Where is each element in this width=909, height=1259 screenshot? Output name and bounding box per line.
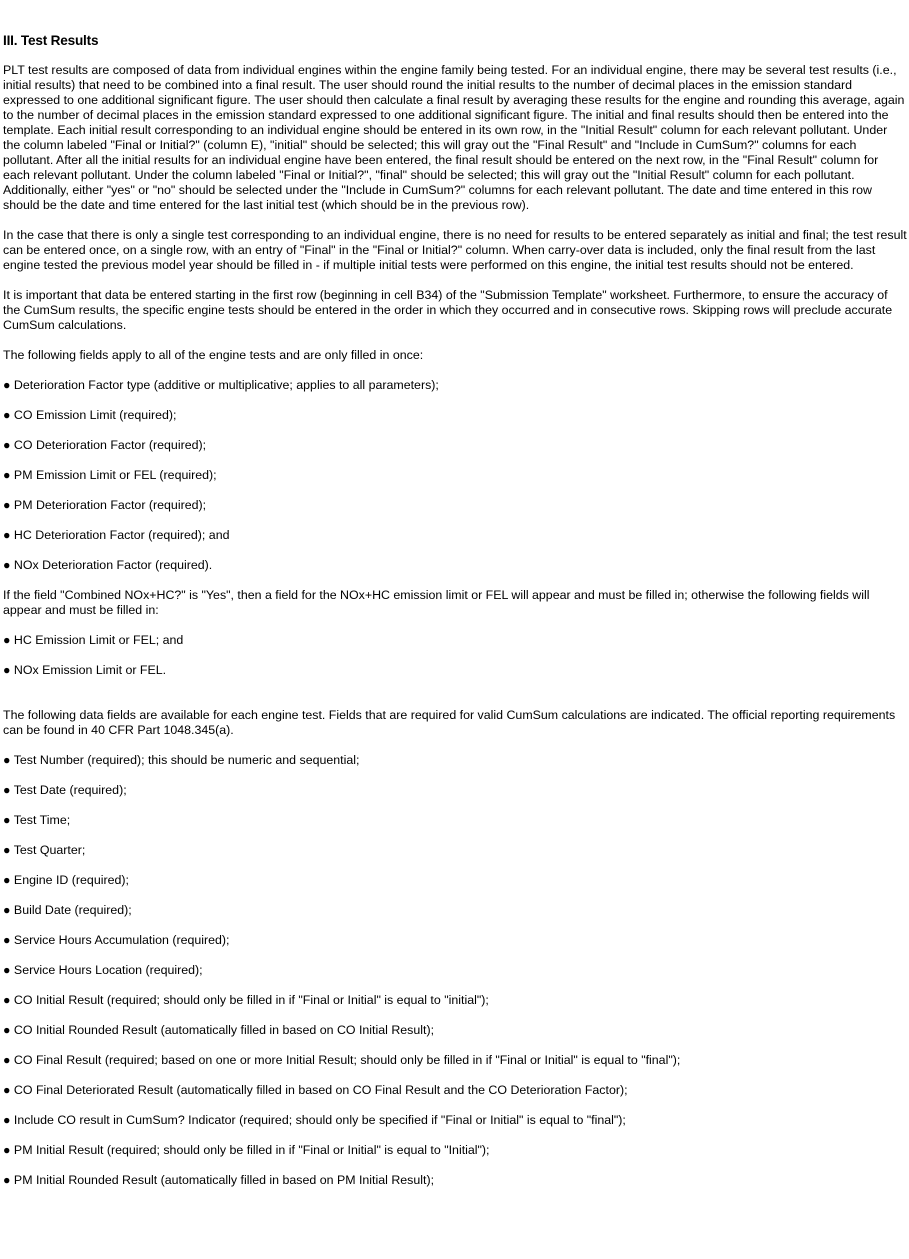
- list-item: ● Include CO result in CumSum? Indicator (required; should only be specified if "Final or Initial" is equal to "final");: [3, 1113, 626, 1127]
- list-item: ● CO Final Deteriorated Result (automatically filled in based on CO Final Result and the CO Deterioration Factor);: [3, 1083, 628, 1097]
- list-item: ● CO Emission Limit (required);: [3, 408, 177, 422]
- list-item: ● PM Initial Result (required; should only be filled in if "Final or Initial" is equal to "Initial");: [3, 1143, 490, 1157]
- list-item: ● Test Date (required);: [3, 783, 127, 797]
- list-item: ● Test Quarter;: [3, 843, 86, 857]
- document-page: [3, 33, 907, 1203]
- list-item: ● Test Number (required); this should be numeric and sequential;: [3, 753, 360, 767]
- list-item: ● HC Deterioration Factor (required); and: [3, 528, 230, 542]
- list-item: ● CO Deterioration Factor (required);: [3, 438, 207, 452]
- list-item: ● CO Initial Result (required; should only be filled in if "Final or Initial" is equal to "initial");: [3, 993, 489, 1007]
- list-item: ● Service Hours Accumulation (required);: [3, 933, 230, 947]
- list-item: ● Service Hours Location (required);: [3, 963, 203, 977]
- intro-paragraph-2: In the case that there is only a single test corresponding to an individual engine, there is no need for results to be entered separately as initial and final; the test result can be entered once, on a single row, with an entry of "Final" in the "Final or Initial?" column. When carry-over data is included, only the final result from the last engine tested the previous model year should be filled in - if multiple initial tests were performed on this engine, the initial test results should not be entered.: [3, 228, 907, 272]
- spacer: [3, 693, 907, 708]
- list-item: ● Deterioration Factor type (additive or multiplicative; applies to all parameters);: [3, 378, 439, 392]
- list-item: ● Test Time;: [3, 813, 71, 827]
- section-heading: III. Test Results: [3, 33, 99, 48]
- list-item: ● PM Initial Rounded Result (automatically filled in based on PM Initial Result);: [3, 1173, 435, 1187]
- list-item: ● CO Final Result (required; based on one or more Initial Result; should only be filled in if "Final or Initial" is equal to "final");: [3, 1053, 681, 1067]
- list-item: ● NOx Deterioration Factor (required).: [3, 558, 213, 572]
- list-item: ● HC Emission Limit or FEL; and: [3, 633, 184, 647]
- combined-paragraph: If the field "Combined NOx+HC?" is "Yes", then a field for the NOx+HC emission limit or FEL will appear and must be filled in; otherwise the following fields will appear and must be filled in:: [3, 588, 870, 617]
- list-item: ● Build Date (required);: [3, 903, 132, 917]
- intro-paragraph-3: It is important that data be entered starting in the first row (beginning in cell B34) of the "Submission Template" worksheet. Furthermore, to ensure the accuracy of the CumSum results, the specific engine tests should be entered in the order in which they occurred and in consecutive rows. Skipping rows will preclude accurate CumSum calculations.: [3, 288, 893, 332]
- list-item: ● PM Deterioration Factor (required);: [3, 498, 207, 512]
- list-item: ● PM Emission Limit or FEL (required);: [3, 468, 217, 482]
- per-test-paragraph: The following data fields are available for each engine test. Fields that are required for valid CumSum calculations are indicated. The official reporting requirements can be found in 40 CFR Part 1048.345(a).: [3, 708, 896, 737]
- list-item: ● CO Initial Rounded Result (automatically filled in based on CO Initial Result);: [3, 1023, 435, 1037]
- list-item: ● NOx Emission Limit or FEL.: [3, 663, 167, 677]
- intro-paragraph-1: PLT test results are composed of data from individual engines within the engine family being tested. For an individual engine, there may be several test results (i.e., initial results) that need to be combined into a final result. The user should round the initial results to the number of decimal places in the emission standard expressed to one additional significant figure. The user should then calculate a final result by averaging these results for the engine and rounding this average, again to the number of decimal places in the emission standard expressed to one additional significant figure. The initial and final results should then be entered into the template. Each initial result corresponding to an individual engine should be entered in its own row, in the "Initial Result" column for each relevant pollutant. Under the column labeled "Final or Initial?" (column E), "initial" should be selected; this will gray out the "Final Result" and "Include in CumSum?" columns for each pollutant. After all the initial results for an individual engine have been entered, the final result should be entered on the next row, in the "Final Result" column for each relevant pollutant. Under the column labeled "Final or Initial?", "final" should be selected; this will gray out the "Initial Result" column for each pollutant. Additionally, either "yes" or "no" should be selected under the "Include in CumSum?" columns for each relevant pollutant. The date and time entered in this row should be the date and time entered for the last initial test (which should be in the previous row).: [3, 63, 905, 212]
- list-item: ● Engine ID (required);: [3, 873, 129, 887]
- intro-paragraph-4: The following fields apply to all of the engine tests and are only filled in once:: [3, 348, 424, 362]
